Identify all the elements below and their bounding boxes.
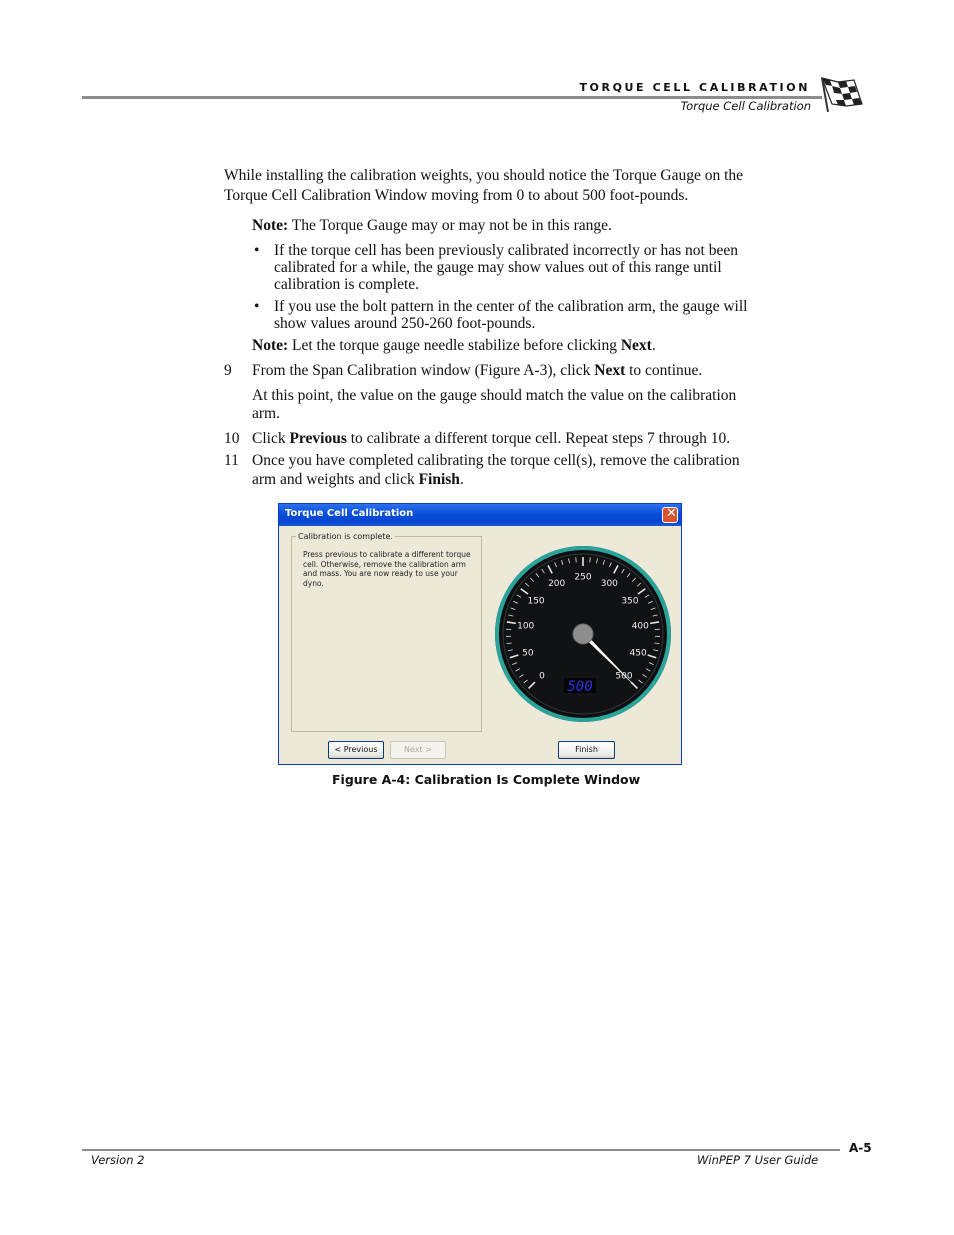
bullet-2-line-1: If you use the bolt pattern in the center of the calibration arm, the gauge will	[274, 298, 748, 315]
group-label: Calibration is complete.	[298, 532, 393, 541]
step-text: to calibrate a different torque cell. Repeat steps 7 through 10.	[346, 430, 731, 447]
gauge-tick-label: 0	[539, 671, 545, 682]
note-2	[252, 336, 656, 355]
note-label: Note:	[252, 337, 289, 354]
intro-line-2: Torque Cell Calibration Window moving from 0 to about 500 foot-pounds.	[224, 187, 689, 204]
gauge-tick-label: 250	[574, 572, 592, 583]
note-text: The Torque Gauge may or may not be in this range.	[288, 217, 612, 234]
bullet-symbol: •	[254, 242, 260, 259]
close-button[interactable]	[662, 507, 678, 523]
gauge-tick-label: 400	[631, 621, 649, 632]
gauge-tick-label: 150	[527, 596, 545, 607]
gauge-tick-label: 500	[615, 671, 633, 682]
footer-rule	[82, 1149, 840, 1151]
gauge-hub	[573, 624, 593, 644]
footer-version: Version 2	[91, 1153, 145, 1167]
bullet-1-line-1: If the torque cell has been previously calibrated incorrectly or has not been	[274, 242, 738, 259]
running-header-title: TORQUE CELL CALIBRATION	[579, 81, 810, 94]
step-10	[252, 429, 730, 448]
next-button[interactable]: Next >	[390, 741, 446, 759]
step-number: 10	[224, 430, 240, 447]
bullet-1-line-3: calibration is complete.	[274, 276, 420, 293]
bullet-1-line-2: calibrated for a while, the gauge may show values out of this range until	[274, 259, 722, 276]
intro-line-1: While installing the calibration weights, you should notice the Torque Gauge on the	[224, 167, 744, 184]
note-1	[252, 216, 612, 235]
step-text: .	[459, 471, 464, 488]
step-9-detail-line-2: arm.	[252, 405, 280, 422]
step-number: 11	[224, 452, 239, 469]
step-9-detail-line-1: At this point, the value on the gauge should match the value on the calibration	[252, 387, 737, 404]
bullet-symbol: •	[254, 298, 260, 315]
gauge-tick-label: 300	[600, 578, 618, 589]
gauge-tick-label: 50	[522, 648, 534, 659]
step-9	[252, 361, 702, 380]
gauge-tick-label: 100	[517, 621, 535, 632]
step-text: Click	[252, 430, 290, 447]
step-bold: Previous	[289, 430, 347, 447]
group-message: Press previous to calibrate a different torque cell. Otherwise, remove the calibration arm and mass. You are now ready to use your dyno.	[303, 550, 471, 588]
note-text: Let the torque gauge needle stabilize before clicking	[288, 337, 621, 354]
figure-caption: Figure A-4: Calibration Is Complete Window	[332, 772, 641, 787]
torque-gauge	[493, 544, 673, 724]
previous-button[interactable]: < Previous	[328, 741, 384, 759]
checkered-flag-icon	[818, 74, 864, 114]
gauge-tick-label: 450	[629, 648, 647, 659]
note-end: .	[651, 337, 656, 354]
step-text: arm and weights and click	[252, 471, 419, 488]
page-number: A-5	[849, 1141, 872, 1155]
step-text: to continue.	[625, 362, 703, 379]
step-bold: Next	[594, 362, 626, 379]
step-11-line-2	[252, 470, 464, 489]
step-number: 9	[224, 362, 232, 379]
bullet-2-line-2: show values around 250-260 foot-pounds.	[274, 315, 536, 332]
step-11-line-1: Once you have completed calibrating the torque cell(s), remove the calibration	[252, 452, 740, 469]
gauge-tick-label: 200	[548, 578, 566, 589]
note-bold: Next	[620, 337, 652, 354]
running-header-subtitle: Torque Cell Calibration	[680, 99, 811, 113]
step-text: From the Span Calibration window (Figure A-3), click	[252, 362, 595, 379]
note-label: Note:	[252, 217, 289, 234]
calibration-dialog	[278, 503, 682, 765]
step-bold: Finish	[418, 471, 460, 488]
close-icon: ✕	[666, 506, 677, 521]
dialog-title: Torque Cell Calibration	[285, 508, 414, 519]
finish-button[interactable]: Finish	[558, 741, 615, 759]
gauge-tick-label: 350	[621, 596, 639, 607]
digital-readout: 500	[567, 679, 593, 695]
footer-guide-title: WinPEP 7 User Guide	[697, 1153, 819, 1167]
dialog-title-bar	[279, 504, 681, 526]
